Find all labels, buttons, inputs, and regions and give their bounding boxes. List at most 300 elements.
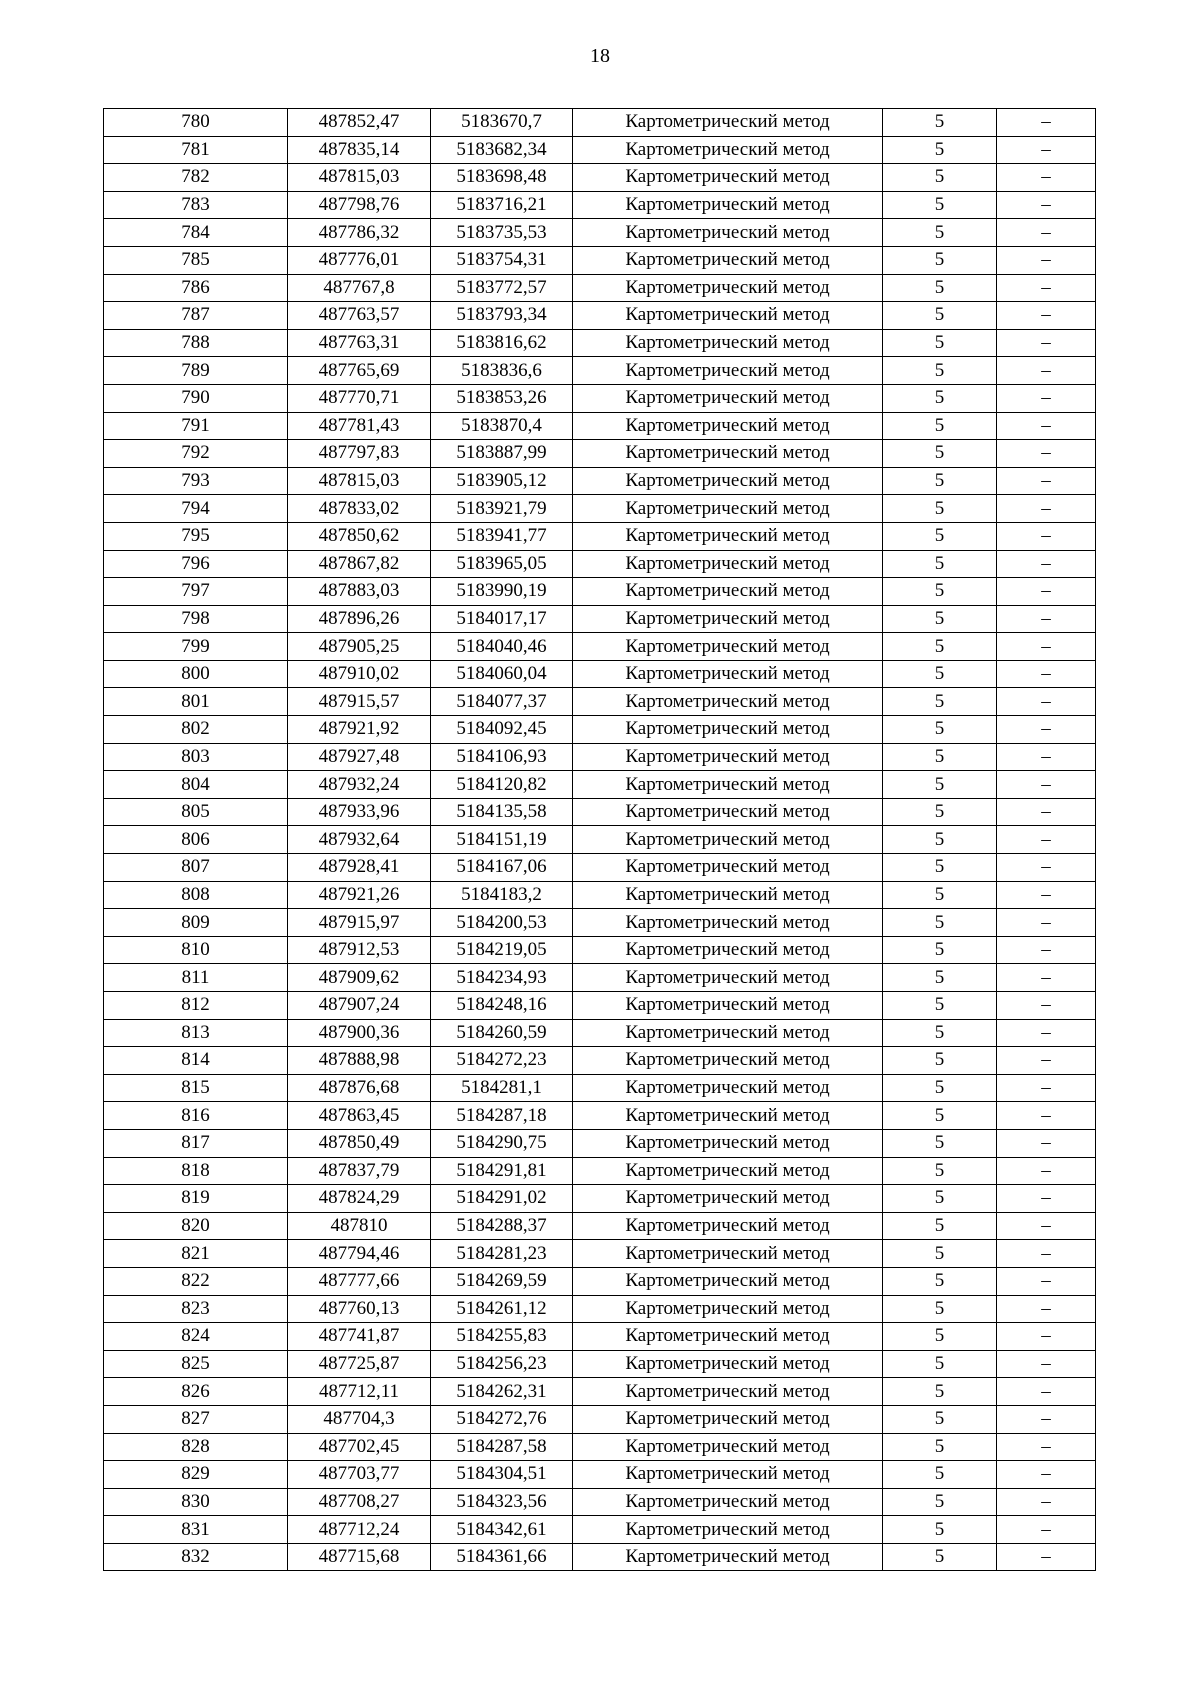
x-coordinate-cell: 487910,02 (288, 660, 431, 688)
table-row (104, 219, 1096, 247)
y-coordinate-cell: 5183887,99 (431, 440, 573, 468)
y-coordinate-cell: 5184269,59 (431, 1267, 573, 1295)
accuracy-cell: 5 (883, 1295, 997, 1323)
table-row (104, 1129, 1096, 1157)
page-number: 18 (590, 45, 610, 67)
point-number-cell: 783 (104, 191, 288, 219)
method-cell: Картометрический метод (573, 246, 883, 274)
y-coordinate-cell: 5183990,19 (431, 578, 573, 606)
table-row (104, 1350, 1096, 1378)
y-coordinate-cell: 5184248,16 (431, 992, 573, 1020)
x-coordinate-cell: 487900,36 (288, 1019, 431, 1047)
method-cell: Картометрический метод (573, 329, 883, 357)
dash-cell: – (997, 384, 1096, 412)
accuracy-cell: 5 (883, 384, 997, 412)
method-cell: Картометрический метод (573, 771, 883, 799)
table-row (104, 1323, 1096, 1351)
point-number-cell: 828 (104, 1433, 288, 1461)
accuracy-cell: 5 (883, 1543, 997, 1571)
point-number-cell: 813 (104, 1019, 288, 1047)
x-coordinate-cell: 487852,47 (288, 109, 431, 137)
y-coordinate-cell: 5184167,06 (431, 854, 573, 882)
accuracy-cell: 5 (883, 219, 997, 247)
table-row (104, 1378, 1096, 1406)
accuracy-cell: 5 (883, 826, 997, 854)
table-row (104, 495, 1096, 523)
method-cell: Картометрический метод (573, 1102, 883, 1130)
table-body (104, 109, 1096, 1571)
x-coordinate-cell: 487867,82 (288, 550, 431, 578)
x-coordinate-cell: 487776,01 (288, 246, 431, 274)
dash-cell: – (997, 743, 1096, 771)
accuracy-cell: 5 (883, 964, 997, 992)
dash-cell: – (997, 1185, 1096, 1213)
dash-cell: – (997, 1019, 1096, 1047)
table-row (104, 1543, 1096, 1571)
table-row (104, 1433, 1096, 1461)
point-number-cell: 793 (104, 467, 288, 495)
dash-cell: – (997, 1129, 1096, 1157)
y-coordinate-cell: 5184060,04 (431, 660, 573, 688)
y-coordinate-cell: 5183921,79 (431, 495, 573, 523)
method-cell: Картометрический метод (573, 964, 883, 992)
table-row (104, 716, 1096, 744)
y-coordinate-cell: 5184200,53 (431, 909, 573, 937)
y-coordinate-cell: 5183716,21 (431, 191, 573, 219)
accuracy-cell: 5 (883, 109, 997, 137)
method-cell: Картометрический метод (573, 1240, 883, 1268)
table-row (104, 1516, 1096, 1544)
method-cell: Картометрический метод (573, 302, 883, 330)
method-cell: Картометрический метод (573, 633, 883, 661)
table-row (104, 936, 1096, 964)
dash-cell: – (997, 854, 1096, 882)
method-cell: Картометрический метод (573, 1019, 883, 1047)
accuracy-cell: 5 (883, 302, 997, 330)
x-coordinate-cell: 487777,66 (288, 1267, 431, 1295)
accuracy-cell: 5 (883, 633, 997, 661)
y-coordinate-cell: 5183735,53 (431, 219, 573, 247)
table-row (104, 191, 1096, 219)
point-number-cell: 811 (104, 964, 288, 992)
accuracy-cell: 5 (883, 467, 997, 495)
point-number-cell: 803 (104, 743, 288, 771)
dash-cell: – (997, 1102, 1096, 1130)
table-row (104, 992, 1096, 1020)
point-number-cell: 815 (104, 1074, 288, 1102)
y-coordinate-cell: 5184106,93 (431, 743, 573, 771)
method-cell: Картометрический метод (573, 1378, 883, 1406)
method-cell: Картометрический метод (573, 1350, 883, 1378)
x-coordinate-cell: 487921,26 (288, 881, 431, 909)
y-coordinate-cell: 5184261,12 (431, 1295, 573, 1323)
dash-cell: – (997, 1047, 1096, 1075)
point-number-cell: 822 (104, 1267, 288, 1295)
point-number-cell: 781 (104, 136, 288, 164)
table-row (104, 329, 1096, 357)
x-coordinate-cell: 487824,29 (288, 1185, 431, 1213)
dash-cell: – (997, 440, 1096, 468)
x-coordinate-cell: 487912,53 (288, 936, 431, 964)
x-coordinate-cell: 487794,46 (288, 1240, 431, 1268)
accuracy-cell: 5 (883, 274, 997, 302)
method-cell: Картометрический метод (573, 1185, 883, 1213)
dash-cell: – (997, 964, 1096, 992)
dash-cell: – (997, 605, 1096, 633)
accuracy-cell: 5 (883, 1350, 997, 1378)
dash-cell: – (997, 302, 1096, 330)
point-number-cell: 790 (104, 384, 288, 412)
y-coordinate-cell: 5183941,77 (431, 522, 573, 550)
accuracy-cell: 5 (883, 578, 997, 606)
dash-cell: – (997, 1488, 1096, 1516)
accuracy-cell: 5 (883, 881, 997, 909)
y-coordinate-cell: 5184219,05 (431, 936, 573, 964)
point-number-cell: 789 (104, 357, 288, 385)
table-row (104, 826, 1096, 854)
table-row (104, 964, 1096, 992)
point-number-cell: 831 (104, 1516, 288, 1544)
point-number-cell: 825 (104, 1350, 288, 1378)
x-coordinate-cell: 487797,83 (288, 440, 431, 468)
table-row (104, 274, 1096, 302)
method-cell: Картометрический метод (573, 854, 883, 882)
accuracy-cell: 5 (883, 522, 997, 550)
method-cell: Картометрический метод (573, 357, 883, 385)
y-coordinate-cell: 5184272,23 (431, 1047, 573, 1075)
dash-cell: – (997, 274, 1096, 302)
accuracy-cell: 5 (883, 1516, 997, 1544)
table-row (104, 743, 1096, 771)
x-coordinate-cell: 487786,32 (288, 219, 431, 247)
table-row (104, 550, 1096, 578)
method-cell: Картометрический метод (573, 109, 883, 137)
y-coordinate-cell: 5184281,1 (431, 1074, 573, 1102)
accuracy-cell: 5 (883, 412, 997, 440)
method-cell: Картометрический метод (573, 550, 883, 578)
table-row (104, 164, 1096, 192)
table-row (104, 522, 1096, 550)
x-coordinate-cell: 487767,8 (288, 274, 431, 302)
dash-cell: – (997, 109, 1096, 137)
dash-cell: – (997, 881, 1096, 909)
point-number-cell: 821 (104, 1240, 288, 1268)
accuracy-cell: 5 (883, 440, 997, 468)
x-coordinate-cell: 487725,87 (288, 1350, 431, 1378)
method-cell: Картометрический метод (573, 881, 883, 909)
y-coordinate-cell: 5184260,59 (431, 1019, 573, 1047)
table-row (104, 909, 1096, 937)
x-coordinate-cell: 487932,64 (288, 826, 431, 854)
point-number-cell: 784 (104, 219, 288, 247)
point-number-cell: 788 (104, 329, 288, 357)
y-coordinate-cell: 5183698,48 (431, 164, 573, 192)
point-number-cell: 819 (104, 1185, 288, 1213)
accuracy-cell: 5 (883, 246, 997, 274)
point-number-cell: 823 (104, 1295, 288, 1323)
point-number-cell: 798 (104, 605, 288, 633)
method-cell: Картометрический метод (573, 1433, 883, 1461)
x-coordinate-cell: 487712,24 (288, 1516, 431, 1544)
x-coordinate-cell: 487815,03 (288, 467, 431, 495)
point-number-cell: 820 (104, 1212, 288, 1240)
accuracy-cell: 5 (883, 136, 997, 164)
table-row (104, 881, 1096, 909)
table-row (104, 660, 1096, 688)
point-number-cell: 794 (104, 495, 288, 523)
dash-cell: – (997, 412, 1096, 440)
accuracy-cell: 5 (883, 716, 997, 744)
point-number-cell: 782 (104, 164, 288, 192)
y-coordinate-cell: 5184272,76 (431, 1405, 573, 1433)
y-coordinate-cell: 5184281,23 (431, 1240, 573, 1268)
table-row (104, 1267, 1096, 1295)
table-row (104, 1461, 1096, 1489)
x-coordinate-cell: 487763,57 (288, 302, 431, 330)
method-cell: Картометрический метод (573, 798, 883, 826)
x-coordinate-cell: 487703,77 (288, 1461, 431, 1489)
dash-cell: – (997, 1240, 1096, 1268)
dash-cell: – (997, 798, 1096, 826)
method-cell: Картометрический метод (573, 1516, 883, 1544)
accuracy-cell: 5 (883, 1019, 997, 1047)
x-coordinate-cell: 487837,79 (288, 1157, 431, 1185)
table-row (104, 302, 1096, 330)
method-cell: Картометрический метод (573, 578, 883, 606)
y-coordinate-cell: 5183772,57 (431, 274, 573, 302)
dash-cell: – (997, 357, 1096, 385)
accuracy-cell: 5 (883, 936, 997, 964)
dash-cell: – (997, 522, 1096, 550)
accuracy-cell: 5 (883, 771, 997, 799)
accuracy-cell: 5 (883, 1461, 997, 1489)
x-coordinate-cell: 487770,71 (288, 384, 431, 412)
x-coordinate-cell: 487909,62 (288, 964, 431, 992)
method-cell: Картометрический метод (573, 384, 883, 412)
point-number-cell: 799 (104, 633, 288, 661)
accuracy-cell: 5 (883, 688, 997, 716)
table-row (104, 1185, 1096, 1213)
table-row (104, 109, 1096, 137)
dash-cell: – (997, 578, 1096, 606)
x-coordinate-cell: 487763,31 (288, 329, 431, 357)
y-coordinate-cell: 5183965,05 (431, 550, 573, 578)
x-coordinate-cell: 487932,24 (288, 771, 431, 799)
point-number-cell: 786 (104, 274, 288, 302)
x-coordinate-cell: 487928,41 (288, 854, 431, 882)
dash-cell: – (997, 1378, 1096, 1406)
method-cell: Картометрический метод (573, 219, 883, 247)
y-coordinate-cell: 5183793,34 (431, 302, 573, 330)
accuracy-cell: 5 (883, 550, 997, 578)
y-coordinate-cell: 5183682,34 (431, 136, 573, 164)
x-coordinate-cell: 487712,11 (288, 1378, 431, 1406)
dash-cell: – (997, 329, 1096, 357)
table-row (104, 357, 1096, 385)
accuracy-cell: 5 (883, 1047, 997, 1075)
point-number-cell: 832 (104, 1543, 288, 1571)
dash-cell: – (997, 1212, 1096, 1240)
method-cell: Картометрический метод (573, 1157, 883, 1185)
x-coordinate-cell: 487850,62 (288, 522, 431, 550)
point-number-cell: 809 (104, 909, 288, 937)
x-coordinate-cell: 487883,03 (288, 578, 431, 606)
x-coordinate-cell: 487905,25 (288, 633, 431, 661)
method-cell: Картометрический метод (573, 688, 883, 716)
method-cell: Картометрический метод (573, 1323, 883, 1351)
y-coordinate-cell: 5184323,56 (431, 1488, 573, 1516)
point-number-cell: 787 (104, 302, 288, 330)
accuracy-cell: 5 (883, 357, 997, 385)
table-row (104, 1488, 1096, 1516)
y-coordinate-cell: 5184135,58 (431, 798, 573, 826)
accuracy-cell: 5 (883, 1157, 997, 1185)
x-coordinate-cell: 487850,49 (288, 1129, 431, 1157)
coordinates-table (103, 108, 1096, 1571)
dash-cell: – (997, 1461, 1096, 1489)
table-row (104, 440, 1096, 468)
y-coordinate-cell: 5184287,58 (431, 1433, 573, 1461)
point-number-cell: 830 (104, 1488, 288, 1516)
accuracy-cell: 5 (883, 1405, 997, 1433)
dash-cell: – (997, 219, 1096, 247)
x-coordinate-cell: 487863,45 (288, 1102, 431, 1130)
dash-cell: – (997, 633, 1096, 661)
x-coordinate-cell: 487741,87 (288, 1323, 431, 1351)
x-coordinate-cell: 487907,24 (288, 992, 431, 1020)
dash-cell: – (997, 164, 1096, 192)
dash-cell: – (997, 191, 1096, 219)
accuracy-cell: 5 (883, 1129, 997, 1157)
point-number-cell: 785 (104, 246, 288, 274)
y-coordinate-cell: 5183836,6 (431, 357, 573, 385)
dash-cell: – (997, 936, 1096, 964)
method-cell: Картометрический метод (573, 1543, 883, 1571)
y-coordinate-cell: 5184077,37 (431, 688, 573, 716)
y-coordinate-cell: 5184017,17 (431, 605, 573, 633)
table-row (104, 633, 1096, 661)
point-number-cell: 802 (104, 716, 288, 744)
accuracy-cell: 5 (883, 854, 997, 882)
x-coordinate-cell: 487760,13 (288, 1295, 431, 1323)
dash-cell: – (997, 716, 1096, 744)
method-cell: Картометрический метод (573, 1405, 883, 1433)
dash-cell: – (997, 1405, 1096, 1433)
point-number-cell: 805 (104, 798, 288, 826)
point-number-cell: 818 (104, 1157, 288, 1185)
x-coordinate-cell: 487815,03 (288, 164, 431, 192)
point-number-cell: 791 (104, 412, 288, 440)
dash-cell: – (997, 136, 1096, 164)
method-cell: Картометрический метод (573, 522, 883, 550)
y-coordinate-cell: 5183870,4 (431, 412, 573, 440)
dash-cell: – (997, 660, 1096, 688)
y-coordinate-cell: 5184092,45 (431, 716, 573, 744)
accuracy-cell: 5 (883, 329, 997, 357)
point-number-cell: 796 (104, 550, 288, 578)
table-row (104, 1047, 1096, 1075)
dash-cell: – (997, 771, 1096, 799)
method-cell: Картометрический метод (573, 1488, 883, 1516)
x-coordinate-cell: 487915,57 (288, 688, 431, 716)
point-number-cell: 827 (104, 1405, 288, 1433)
method-cell: Картометрический метод (573, 191, 883, 219)
accuracy-cell: 5 (883, 798, 997, 826)
y-coordinate-cell: 5183853,26 (431, 384, 573, 412)
x-coordinate-cell: 487781,43 (288, 412, 431, 440)
y-coordinate-cell: 5183905,12 (431, 467, 573, 495)
x-coordinate-cell: 487933,96 (288, 798, 431, 826)
table-row (104, 1157, 1096, 1185)
point-number-cell: 804 (104, 771, 288, 799)
method-cell: Картометрический метод (573, 716, 883, 744)
y-coordinate-cell: 5184256,23 (431, 1350, 573, 1378)
point-number-cell: 800 (104, 660, 288, 688)
x-coordinate-cell: 487810 (288, 1212, 431, 1240)
table-row (104, 854, 1096, 882)
x-coordinate-cell: 487715,68 (288, 1543, 431, 1571)
y-coordinate-cell: 5183816,62 (431, 329, 573, 357)
point-number-cell: 829 (104, 1461, 288, 1489)
table-row (104, 1405, 1096, 1433)
accuracy-cell: 5 (883, 1323, 997, 1351)
method-cell: Картометрический метод (573, 467, 883, 495)
method-cell: Картометрический метод (573, 743, 883, 771)
table-row (104, 1212, 1096, 1240)
accuracy-cell: 5 (883, 1378, 997, 1406)
method-cell: Картометрический метод (573, 1295, 883, 1323)
method-cell: Картометрический метод (573, 1212, 883, 1240)
point-number-cell: 806 (104, 826, 288, 854)
accuracy-cell: 5 (883, 191, 997, 219)
y-coordinate-cell: 5184304,51 (431, 1461, 573, 1489)
y-coordinate-cell: 5184291,81 (431, 1157, 573, 1185)
method-cell: Картометрический метод (573, 1074, 883, 1102)
y-coordinate-cell: 5184183,2 (431, 881, 573, 909)
table-row (104, 1102, 1096, 1130)
dash-cell: – (997, 550, 1096, 578)
table-row (104, 136, 1096, 164)
x-coordinate-cell: 487921,92 (288, 716, 431, 744)
y-coordinate-cell: 5184120,82 (431, 771, 573, 799)
point-number-cell: 780 (104, 109, 288, 137)
method-cell: Картометрический метод (573, 605, 883, 633)
x-coordinate-cell: 487833,02 (288, 495, 431, 523)
method-cell: Картометрический метод (573, 1267, 883, 1295)
accuracy-cell: 5 (883, 1267, 997, 1295)
x-coordinate-cell: 487927,48 (288, 743, 431, 771)
dash-cell: – (997, 826, 1096, 854)
table-row (104, 578, 1096, 606)
point-number-cell: 814 (104, 1047, 288, 1075)
y-coordinate-cell: 5184342,61 (431, 1516, 573, 1544)
method-cell: Картометрический метод (573, 909, 883, 937)
dash-cell: – (997, 1516, 1096, 1544)
point-number-cell: 807 (104, 854, 288, 882)
point-number-cell: 824 (104, 1323, 288, 1351)
accuracy-cell: 5 (883, 992, 997, 1020)
dash-cell: – (997, 688, 1096, 716)
dash-cell: – (997, 1295, 1096, 1323)
accuracy-cell: 5 (883, 1433, 997, 1461)
x-coordinate-cell: 487896,26 (288, 605, 431, 633)
x-coordinate-cell: 487704,3 (288, 1405, 431, 1433)
dash-cell: – (997, 1074, 1096, 1102)
table-row (104, 771, 1096, 799)
dash-cell: – (997, 992, 1096, 1020)
y-coordinate-cell: 5184234,93 (431, 964, 573, 992)
y-coordinate-cell: 5184361,66 (431, 1543, 573, 1571)
